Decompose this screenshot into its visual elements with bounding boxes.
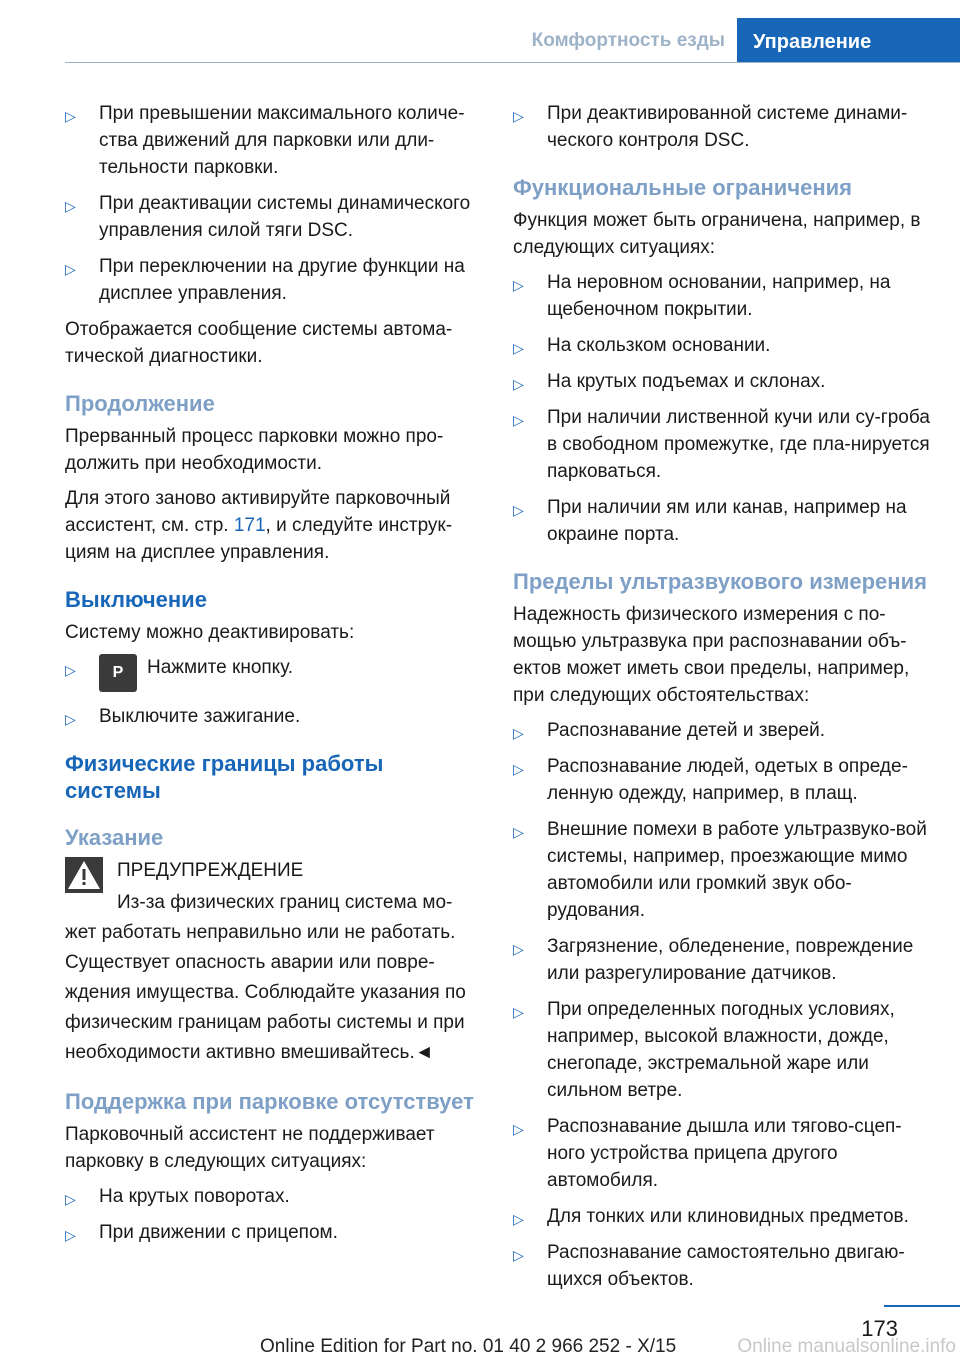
warning-triangle-icon	[65, 857, 103, 893]
list-item: ▷ На крутых подъемах и склонах.	[513, 368, 933, 395]
bullet-triangle-icon: ▷	[65, 1227, 76, 1243]
bullet-triangle-icon: ▷	[513, 761, 524, 777]
bullet-triangle-icon: ▷	[513, 108, 524, 124]
edition-footer: Online Edition for Part no. 01 40 2 966 252 - X/15	[260, 1336, 677, 1357]
bullet-triangle-icon: ▷	[513, 1121, 524, 1137]
list-item: ▷ На неровном основании, например, на щебеночном покрытии.	[513, 272, 891, 320]
list-item: ▷ Распознавание самостоятельно двигаю-щихся объектов.	[513, 1242, 905, 1290]
list-item: ▷ При деактивированной системе динами-ческого контроля DSC.	[513, 103, 908, 151]
bullet-triangle-icon: ▷	[513, 824, 524, 840]
heading-limits: Физические границы работы системы	[65, 751, 384, 803]
list-item: ▷ На крутых поворотах.	[65, 1183, 485, 1210]
list-item: ▷ Выключите зажигание.	[65, 703, 485, 730]
warning-text: Из-за физических границ система мо-	[117, 892, 453, 913]
paragraph: Отображается сообщение системы автома-тической диагностики.	[65, 319, 453, 367]
page-number-rule	[884, 1305, 960, 1307]
paragraph: Парковочный ассистент не поддерживает парковку в следующих ситуациях:	[65, 1124, 435, 1172]
bullet-triangle-icon: ▷	[65, 198, 76, 214]
bullet-triangle-icon: ▷	[513, 340, 524, 356]
paragraph: Функция может быть ограничена, например, в следующих ситуациях:	[513, 210, 921, 258]
page-number: 173	[861, 1316, 898, 1341]
list-item: ▷ При наличии лиственной кучи или су-гроба в свободном промежутке, где пла-нируется парковаться.	[513, 407, 930, 482]
park-assist-button-icon: P	[99, 654, 137, 692]
bullet-triangle-icon: ▷	[513, 1211, 524, 1227]
paragraph: Систему можно деактивировать:	[65, 622, 355, 643]
list-item: ▷ При переключении на другие функции на дисплее управления.	[65, 256, 465, 304]
header-section-title: Комфортность езды	[531, 30, 725, 51]
bullet-triangle-icon: ▷	[513, 376, 524, 392]
header-chapter-tab: Управление	[737, 18, 960, 62]
paragraph: Прерванный процесс парковки можно про-должить при необходимости.	[65, 426, 444, 474]
heading-note: Указание	[65, 825, 164, 850]
paragraph: Для этого заново активируйте парковочный ассистент, см. стр. 171, и следуйте инструк-циям на дисплее управления.	[65, 488, 453, 563]
list-item: ▷ При движении с прицепом.	[65, 1219, 485, 1246]
right-column	[513, 100, 933, 1302]
bullet-triangle-icon: ▷	[65, 662, 76, 678]
bullet-triangle-icon: ▷	[513, 941, 524, 957]
heading-nosupport: Поддержка при парковке отсутствует	[65, 1089, 474, 1114]
list-item: ▷ P Нажмите кнопку.	[65, 654, 485, 694]
bullet-triangle-icon: ▷	[65, 108, 76, 124]
heading-ultra: Пределы ультразвукового измерения	[513, 569, 927, 594]
list-item: ▷ При наличии ям или канав, например на окраине порта.	[513, 497, 907, 545]
list-item: ▷ Загрязнение, обледенение, повреждение или разрегулирование датчиков.	[513, 936, 914, 984]
bullet-triangle-icon: ▷	[513, 1247, 524, 1263]
list-item: ▷ Распознавание дышла или тягово-сцеп-ного устройства прицепа другого автомобиля.	[513, 1116, 902, 1191]
watermark: Online manualsonline.info	[737, 1336, 956, 1357]
bullet-triangle-icon: ▷	[65, 1191, 76, 1207]
bullet-triangle-icon: ▷	[65, 261, 76, 277]
list-item: ▷ Внешние помехи в работе ультразвуко-вой системы, например, проезжающие мимо автомобили или громкий звук обо-рудования.	[513, 819, 927, 921]
list-item: ▷ На скользком основании.	[513, 332, 933, 359]
heading-off: Выключение	[65, 587, 207, 612]
list-item: ▷ Распознавание людей, одетых в опреде-ленную одежду, например, в плащ.	[513, 756, 908, 804]
paragraph: Надежность физического измерения с по-мощью ультразвука при распознавании объ-ектов может иметь свои пределы, например, при следующих обстоятельствах:	[513, 604, 910, 706]
warning-block	[65, 857, 485, 918]
bullet-triangle-icon: ▷	[513, 725, 524, 741]
list-item: ▷ Для тонких или клиновидных предметов.	[513, 1203, 933, 1230]
heading-continue: Продолжение	[65, 391, 215, 416]
warning-text: жет работать неправильно или не работать. Существует опасность аварии или повре-ждения имущества. Соблюдайте указания по физическим границам работы системы и при необходимости активно вмешивайтесь.◄	[65, 922, 466, 1063]
heading-func: Функциональные ограничения	[513, 175, 852, 200]
bullet-triangle-icon: ▷	[513, 502, 524, 518]
header-rule	[65, 62, 960, 63]
list-item: ▷ При деактивации системы динамического управления силой тяги DSC.	[65, 193, 471, 241]
bullet-triangle-icon: ▷	[513, 412, 524, 428]
list-item: ▷ При превышении максимального количе-ства движений для парковки или дли-тельности парковки.	[65, 103, 465, 178]
list-item: ▷ При определенных погодных условиях, например, высокой влажности, дожде, снегопаде, экстремальной жаре или сильном ветре.	[513, 999, 895, 1101]
left-column	[65, 100, 485, 1255]
page-link[interactable]: 171	[233, 515, 266, 536]
bullet-triangle-icon: ▷	[513, 277, 524, 293]
warning-title: ПРЕДУПРЕЖДЕНИЕ	[117, 860, 304, 881]
bullet-triangle-icon: ▷	[513, 1004, 524, 1020]
list-item: ▷ Распознавание детей и зверей.	[513, 717, 933, 744]
bullet-triangle-icon: ▷	[65, 711, 76, 727]
